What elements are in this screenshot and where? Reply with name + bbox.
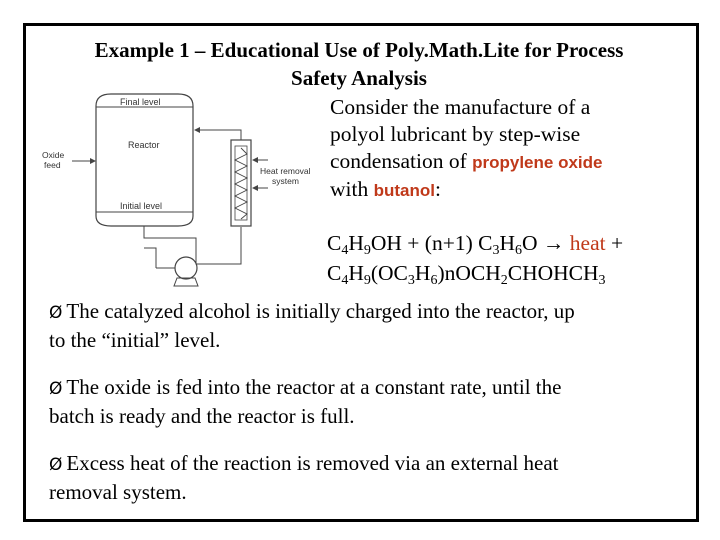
bullet-item: Ø The catalyzed alcohol is initially charged into the reactor, up to the “initial” level.	[49, 299, 575, 352]
oxide-feed-label-2: feed	[44, 160, 61, 170]
equation-line-1: $C_4H_9OH + (n+1) C_3H_6O$ → heat +	[327, 231, 624, 258]
intro-line-3	[330, 148, 602, 176]
reactant-butanol: butanol	[373, 181, 435, 200]
intro-line-4-suffix: :	[435, 177, 441, 201]
heat-removal-label-2: system	[272, 176, 299, 186]
final-level-label: Final level	[120, 97, 161, 107]
return-arrow-icon	[194, 127, 200, 133]
bullet-item: Ø Excess heat of the reaction is removed via an external heat removal system.	[49, 451, 559, 504]
bullet-arrow-icon: Ø	[49, 455, 63, 475]
heat-removal-label-1: Heat removal	[260, 166, 311, 176]
bullet-arrow-icon: Ø	[49, 303, 63, 323]
heat-exchanger	[231, 140, 251, 226]
oxide-feed-arrow-icon	[90, 158, 96, 164]
intro-line-4	[330, 176, 602, 204]
return-line	[196, 130, 241, 140]
heat-exchanger-coil	[235, 148, 247, 219]
initial-level-label: Initial level	[120, 201, 163, 211]
intro-line-3-prefix: condensation of	[330, 149, 473, 173]
intro-line-4-prefix: with	[330, 177, 374, 201]
bullet-item: Ø The oxide is fed into the reactor at a constant rate, until the batch is ready and the reactor is full.	[49, 375, 562, 428]
oxide-feed-label-1: Oxide	[42, 150, 65, 160]
pump-icon	[175, 257, 197, 279]
reactor-label: Reactor	[128, 140, 160, 150]
circulation-line	[144, 226, 241, 264]
slide-title	[30, 36, 688, 92]
reaction-equation	[327, 228, 623, 288]
reactor-diagram	[36, 88, 326, 288]
intro-text	[330, 94, 602, 204]
reactant-propylene-oxide: propylene oxide	[472, 153, 603, 172]
bullet-arrow-icon: Ø	[49, 379, 63, 399]
bullet-list	[49, 298, 679, 526]
intro-line-1: Consider the manufacture of a	[330, 95, 591, 119]
coolant-out-arrow-icon	[252, 185, 258, 191]
title-line-2: Safety Analysis	[291, 66, 427, 90]
title-line-1: Example 1 – Educational Use of Poly.Math.Lite for Process	[94, 38, 624, 62]
coolant-in-arrow-icon	[252, 157, 258, 163]
intro-line-2: polyol lubricant by step-wise	[330, 122, 581, 146]
equation-line-2: $C_4H_9(OC_3H_6)nOCH_2CHOHCH_3$	[327, 261, 606, 288]
heat-term: heat	[569, 231, 606, 255]
